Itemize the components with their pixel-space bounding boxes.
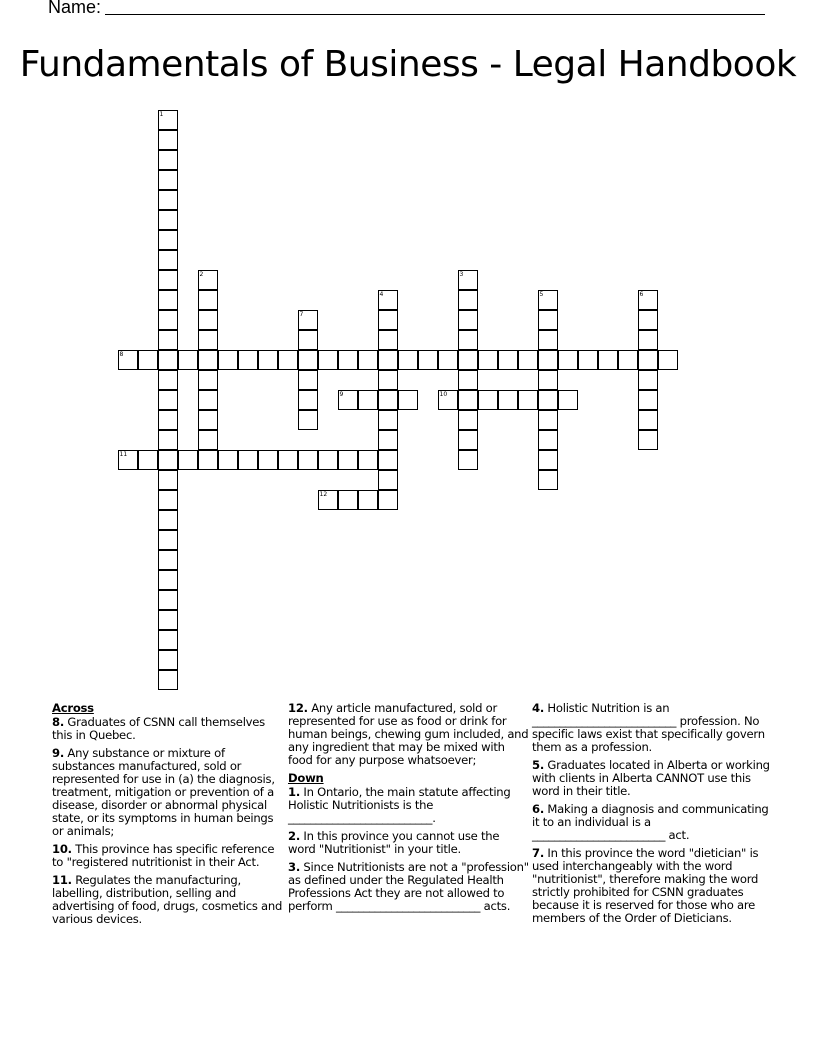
grid-cell[interactable]	[198, 270, 218, 290]
grid-cell[interactable]	[158, 630, 178, 650]
grid-cell[interactable]	[158, 470, 178, 490]
clue-across-8: 8. Graduates of CSNN call themselves this in Quebec.	[52, 715, 265, 742]
grid-cell[interactable]	[158, 230, 178, 250]
grid-cell[interactable]	[158, 170, 178, 190]
down-heading: Down	[288, 771, 324, 785]
grid-cell[interactable]	[158, 270, 178, 290]
clue-number: 9	[339, 390, 344, 398]
grid-cell[interactable]	[538, 410, 558, 430]
grid-cell[interactable]	[278, 450, 298, 470]
grid-cell[interactable]	[238, 350, 258, 370]
grid-cell[interactable]	[218, 350, 238, 370]
clues-column-2	[288, 702, 530, 918]
grid-cell[interactable]	[538, 390, 558, 410]
grid-cell[interactable]	[158, 110, 178, 130]
grid-cell[interactable]	[158, 430, 178, 450]
grid-cell[interactable]	[158, 590, 178, 610]
grid-cell[interactable]	[538, 310, 558, 330]
grid-cell[interactable]	[198, 450, 218, 470]
grid-cell[interactable]	[398, 390, 418, 410]
grid-cell[interactable]	[158, 150, 178, 170]
across-heading: Across	[52, 701, 94, 715]
grid-cell[interactable]	[438, 350, 458, 370]
grid-cell[interactable]	[158, 650, 178, 670]
clue-number: 7	[299, 310, 304, 318]
grid-cell[interactable]	[298, 410, 318, 430]
grid-cell[interactable]	[538, 330, 558, 350]
grid-cell[interactable]	[358, 350, 378, 370]
grid-cell[interactable]	[198, 290, 218, 310]
grid-cell[interactable]	[558, 390, 578, 410]
grid-cell[interactable]	[138, 450, 158, 470]
clue-down-7: 7. In this province the word "dietician" is used interchangeably with the word "nutritionist", therefore making the word strictly prohibited for CSNN graduates because it is reserved for those who are members of the Order of Dieticians.	[532, 846, 759, 925]
grid-cell[interactable]	[158, 570, 178, 590]
grid-cell[interactable]	[538, 350, 558, 370]
grid-cell[interactable]	[458, 410, 478, 430]
grid-cell[interactable]	[398, 350, 418, 370]
grid-cell[interactable]	[158, 330, 178, 350]
grid-cell[interactable]	[378, 330, 398, 350]
grid-cell[interactable]	[158, 390, 178, 410]
grid-cell[interactable]	[298, 310, 318, 330]
grid-cell[interactable]	[458, 330, 478, 350]
grid-cell[interactable]	[298, 370, 318, 390]
grid-cell[interactable]	[538, 290, 558, 310]
clue-number: 1	[159, 110, 164, 118]
grid-cell[interactable]	[498, 390, 518, 410]
grid-cell[interactable]	[298, 450, 318, 470]
clue-down-6: 6. Making a diagnosis and communicating it to an individual is a ________________________ act.	[532, 802, 769, 842]
grid-cell[interactable]	[158, 410, 178, 430]
grid-cell[interactable]	[378, 410, 398, 430]
clue-number: 4	[379, 290, 384, 298]
grid-cell[interactable]	[198, 350, 218, 370]
grid-cell[interactable]	[378, 490, 398, 510]
grid-cell[interactable]	[378, 370, 398, 390]
grid-cell[interactable]	[458, 270, 478, 290]
grid-cell[interactable]	[258, 350, 278, 370]
grid-cell[interactable]	[118, 350, 138, 370]
grid-cell[interactable]	[478, 350, 498, 370]
grid-cell[interactable]	[158, 490, 178, 510]
grid-cell[interactable]	[158, 610, 178, 630]
grid-cell[interactable]	[198, 430, 218, 450]
clue-down-4: 4. Holistic Nutrition is an __________________________ profession. No specific laws exist that specifically govern them as a profession.	[532, 701, 765, 754]
grid-cell[interactable]	[618, 350, 638, 370]
clue-down-5: 5. Graduates located in Alberta or working with clients in Alberta CANNOT use this word in their title.	[532, 758, 770, 798]
grid-cell[interactable]	[158, 290, 178, 310]
grid-cell[interactable]	[458, 390, 478, 410]
grid-cell[interactable]	[158, 250, 178, 270]
grid-cell[interactable]	[358, 390, 378, 410]
grid-cell[interactable]	[378, 470, 398, 490]
grid-cell[interactable]	[158, 190, 178, 210]
grid-cell[interactable]	[638, 430, 658, 450]
grid-cell[interactable]	[598, 350, 618, 370]
grid-cell[interactable]	[538, 470, 558, 490]
grid-cell[interactable]	[298, 350, 318, 370]
grid-cell[interactable]	[498, 350, 518, 370]
name-field[interactable]	[48, 0, 765, 18]
grid-cell[interactable]	[638, 410, 658, 430]
clue-number: 3	[459, 270, 464, 278]
page-title: Fundamentals of Business - Legal Handbook	[19, 44, 797, 85]
grid-cell[interactable]	[638, 390, 658, 410]
grid-cell[interactable]	[458, 450, 478, 470]
clue-across-9: 9. Any substance or mixture of substances manufactured, sold or represented for use in (a) the diagnosis, treatment, mitigation or prevention of a disease, disorder or abnormal physical state, or its symptoms in human beings or animals;	[52, 746, 275, 838]
clue-number: 10	[439, 390, 448, 398]
grid-cell[interactable]	[538, 370, 558, 390]
name-label: Name:	[48, 0, 102, 17]
clue-across-10: 10. This province has specific reference to "registered nutritionist in their Act.	[52, 842, 275, 869]
grid-cell[interactable]	[378, 290, 398, 310]
grid-cell[interactable]	[198, 310, 218, 330]
grid-cell[interactable]	[318, 490, 338, 510]
grid-cell[interactable]	[458, 370, 478, 390]
grid-cell[interactable]	[638, 350, 658, 370]
grid-cell[interactable]	[298, 390, 318, 410]
clue-number: 12	[319, 490, 328, 498]
grid-cell[interactable]	[158, 510, 178, 530]
grid-cell[interactable]	[358, 490, 378, 510]
grid-cell[interactable]	[458, 430, 478, 450]
grid-cell[interactable]	[158, 450, 178, 470]
grid-cell[interactable]	[278, 350, 298, 370]
grid-cell[interactable]	[158, 210, 178, 230]
grid-cell[interactable]	[518, 350, 538, 370]
grid-cell[interactable]	[438, 390, 458, 410]
clue-number: 5	[539, 290, 544, 298]
grid-cell[interactable]	[158, 670, 178, 690]
grid-cell[interactable]	[378, 350, 398, 370]
grid-cell[interactable]	[138, 350, 158, 370]
grid-cell[interactable]	[378, 310, 398, 330]
grid-cell[interactable]	[418, 350, 438, 370]
grid-cell[interactable]	[578, 350, 598, 370]
grid-cell[interactable]	[318, 450, 338, 470]
grid-cell[interactable]	[198, 330, 218, 350]
grid-cell[interactable]	[318, 350, 338, 370]
grid-cell[interactable]	[638, 330, 658, 350]
grid-cell[interactable]	[378, 430, 398, 450]
clue-number: 2	[199, 270, 204, 278]
grid-cell[interactable]	[238, 450, 258, 470]
grid-cell[interactable]	[458, 310, 478, 330]
grid-cell[interactable]	[378, 450, 398, 470]
grid-cell[interactable]	[258, 450, 278, 470]
grid-cell[interactable]	[218, 450, 238, 470]
clues-column-3	[532, 702, 772, 930]
grid-cell[interactable]	[178, 350, 198, 370]
grid-cell[interactable]	[638, 370, 658, 390]
grid-cell[interactable]	[118, 450, 138, 470]
grid-cell[interactable]	[338, 450, 358, 470]
grid-cell[interactable]	[158, 550, 178, 570]
grid-cell[interactable]	[478, 390, 498, 410]
grid-cell[interactable]	[158, 530, 178, 550]
clue-across-11: 11. Regulates the manufacturing, labelling, distribution, selling and advertising of food, drugs, cosmetics and various devices.	[52, 873, 283, 926]
grid-cell[interactable]	[198, 370, 218, 390]
grid-cell[interactable]	[198, 410, 218, 430]
grid-cell[interactable]	[158, 310, 178, 330]
grid-cell[interactable]	[638, 290, 658, 310]
clue-number: 6	[639, 290, 644, 298]
grid-cell[interactable]	[458, 290, 478, 310]
grid-cell[interactable]	[158, 350, 178, 370]
grid-cell[interactable]	[558, 350, 578, 370]
grid-cell[interactable]	[338, 350, 358, 370]
grid-cell[interactable]	[198, 390, 218, 410]
clue-across-12: 12. Any article manufactured, sold or represented for use as food or drink for human beings, chewing gum included, and any ingredient that may be mixed with food for any purpose whatsoever;	[288, 701, 529, 767]
clue-down-3: 3. Since Nutritionists are not a "profession" as defined under the Regulated Health Professions Act they are not allowed to perform __________________________ acts.	[288, 860, 529, 913]
grid-cell[interactable]	[458, 350, 478, 370]
clue-down-1: 1. In Ontario, the main statute affecting Holistic Nutritionists is the __________________________.	[288, 785, 511, 825]
grid-cell[interactable]	[538, 430, 558, 450]
grid-cell[interactable]	[538, 450, 558, 470]
grid-cell[interactable]	[158, 130, 178, 150]
grid-cell[interactable]	[518, 390, 538, 410]
clue-number: 11	[119, 450, 128, 458]
grid-cell[interactable]	[658, 350, 678, 370]
name-blank-line[interactable]	[105, 0, 765, 15]
clue-number: 8	[119, 350, 124, 358]
grid-cell[interactable]	[338, 390, 358, 410]
grid-cell[interactable]	[158, 370, 178, 390]
grid-cell[interactable]	[378, 390, 398, 410]
grid-cell[interactable]	[638, 310, 658, 330]
clues-column-1	[52, 702, 288, 931]
clue-down-2: 2. In this province you cannot use the word "Nutritionist" in your title.	[288, 829, 500, 856]
grid-cell[interactable]	[358, 450, 378, 470]
grid-cell[interactable]	[338, 490, 358, 510]
grid-cell[interactable]	[178, 450, 198, 470]
grid-cell[interactable]	[298, 330, 318, 350]
